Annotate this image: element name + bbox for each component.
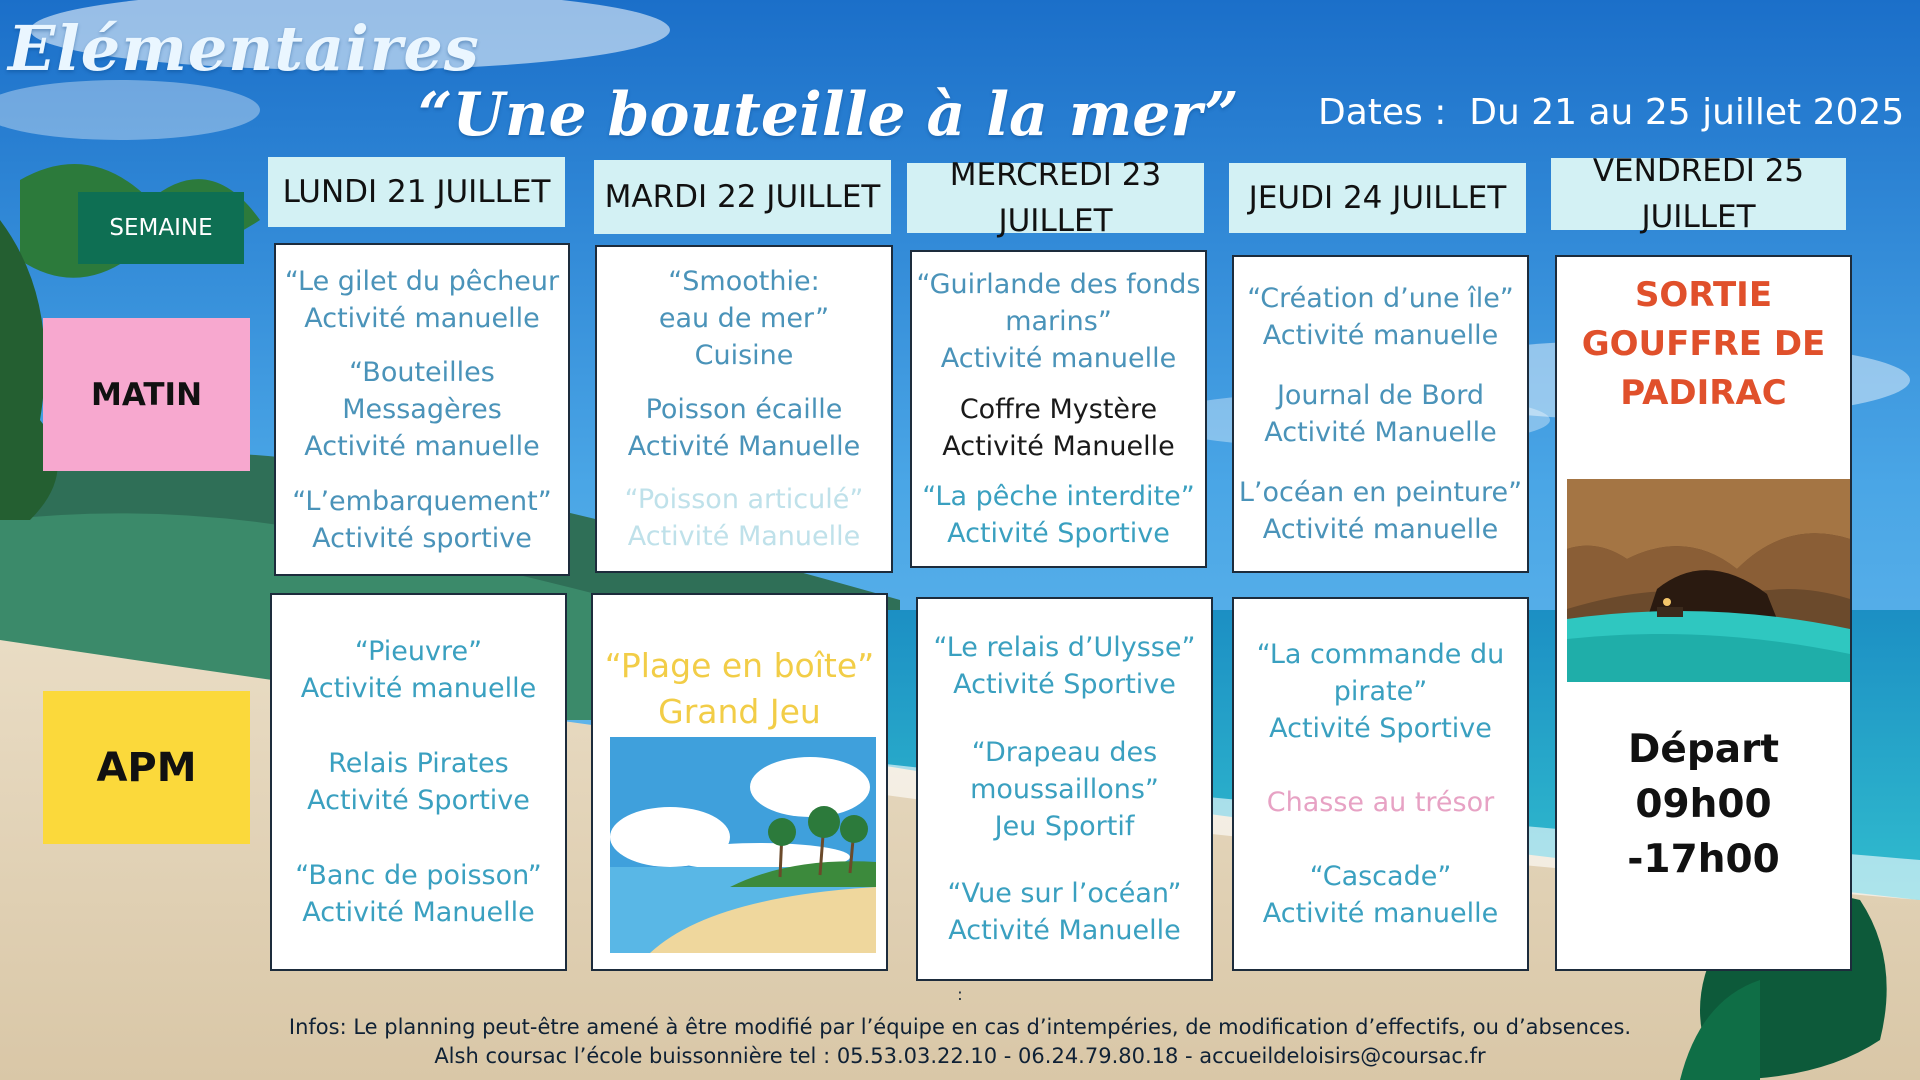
- activity-item: [922, 478, 1195, 552]
- activity-item: [947, 875, 1181, 949]
- activity-item: [301, 633, 537, 707]
- activity-item: [917, 266, 1201, 377]
- activity-type: Activité Manuelle: [302, 897, 535, 928]
- depart-line: 09h00: [1635, 782, 1772, 827]
- activity-type: Activité Manuelle: [942, 430, 1175, 462]
- activity-title: “Pieuvre”: [354, 636, 483, 667]
- activity-type: Activité Sportive: [307, 785, 530, 816]
- activity-item: [295, 857, 542, 931]
- sortie-line: SORTIE: [1634, 275, 1773, 315]
- activity-title: Poisson écaille: [645, 393, 843, 425]
- activity-title: “Création d’une île”: [1247, 283, 1514, 314]
- activity-item: [292, 483, 551, 557]
- mardi-apm-card: [591, 593, 888, 971]
- activity-item: [625, 481, 864, 555]
- activity-type: Activité Manuelle: [1264, 417, 1497, 448]
- jeudi-apm-card: [1232, 597, 1529, 971]
- activity-title: L’océan en peinture”: [1238, 477, 1523, 508]
- row-label-matin: MATIN: [43, 318, 250, 471]
- activity-title: “Plage en boîte”: [604, 646, 875, 685]
- activity-type: Activité manuelle: [1262, 514, 1499, 545]
- vendredi-sortie-card: [1555, 255, 1852, 971]
- day-header-vendredi: VENDREDI 25 JUILLET: [1551, 158, 1846, 230]
- activity-title: “Smoothie:: [668, 266, 820, 298]
- activity-item: [285, 263, 559, 337]
- row-label-apm: APM: [43, 691, 250, 844]
- activity-title: Chasse au trésor: [1266, 787, 1495, 818]
- activity-title: “Le gilet du pêcheur: [284, 265, 560, 297]
- activity-title: Coffre Mystère: [959, 393, 1158, 425]
- activity-item: [1267, 784, 1494, 821]
- activity-type: Activité manuelle: [304, 431, 540, 462]
- page-subtitle: “Une bouteille à la mer”: [418, 80, 1239, 150]
- activity-item: [934, 629, 1196, 703]
- dates-value: Du 21 au 25 juillet 2025: [1469, 92, 1905, 133]
- activity-type: Activité Manuelle: [627, 430, 861, 462]
- activity-title: “La pêche interdite”: [922, 481, 1195, 513]
- activity-item: [307, 745, 530, 819]
- activity-title: “Poisson articulé”: [624, 483, 864, 515]
- activity-type: Activité Sportive: [953, 669, 1176, 701]
- activity-type: Activité Sportive: [1269, 713, 1492, 744]
- activity-item: [1239, 474, 1522, 548]
- activity-type: Activité sportive: [312, 522, 532, 554]
- page-title: Elémentaires: [8, 12, 480, 85]
- dates-line: [1318, 92, 1904, 133]
- day-header-lundi: LUNDI 21 JUILLET: [268, 157, 565, 227]
- activity-type: Cuisine: [694, 340, 794, 372]
- row-label-semaine: SEMAINE: [78, 192, 244, 264]
- day-header-mercredi: MERCREDI 23 JUILLET: [907, 163, 1204, 233]
- activity-title: Relais Pirates: [328, 748, 509, 779]
- activity-type: Activité manuelle: [940, 342, 1177, 374]
- activity-item: [1264, 377, 1496, 451]
- activity-item: [628, 391, 860, 465]
- activity-type: Activité manuelle: [304, 302, 540, 334]
- sortie-line: PADIRAC: [1620, 373, 1787, 413]
- jeudi-matin-card: [1232, 255, 1529, 573]
- activity-type: Activité manuelle: [300, 673, 537, 704]
- activity-title: pirate”: [1333, 676, 1428, 707]
- lundi-apm-card: [270, 593, 567, 971]
- footer-dot: :: [957, 985, 963, 1004]
- mercredi-matin-card: [910, 250, 1207, 568]
- activity-title: “Banc de poisson”: [295, 860, 542, 891]
- activity-title: moussaillons”: [970, 773, 1159, 805]
- activity-item: [942, 391, 1174, 465]
- day-header-mardi: MARDI 22 JUILLET: [594, 160, 891, 234]
- activity-type: Activité Manuelle: [627, 520, 861, 552]
- activity-title: “Bouteilles Messagères: [342, 357, 502, 425]
- activity-title: “Vue sur l’océan”: [947, 877, 1182, 909]
- footer-infos: Infos: Le planning peut-être amené à être modifié par l’équipe en cas d’intempéries, de modification d’effectifs, ou d’absences.: [288, 1015, 1632, 1039]
- activity-type: Activité manuelle: [1262, 898, 1499, 929]
- beach-illustration: [610, 737, 876, 953]
- activity-title: marins”: [1005, 305, 1112, 337]
- activity-title: “Guirlande des fonds: [916, 268, 1201, 300]
- lundi-matin-card: [274, 243, 570, 576]
- activity-title: “Cascade”: [1309, 861, 1452, 892]
- activity-type: Activité manuelle: [1262, 320, 1499, 351]
- activity-item: [1247, 280, 1514, 354]
- activity-title: “Le relais d’Ulysse”: [933, 632, 1196, 664]
- footer-contact: Alsh coursac l’école buissonnière tel : 05.53.03.22.10 - 06.24.79.80.18 - accueildeloisirs@coursac.fr: [434, 1044, 1486, 1068]
- activity-type: Grand Jeu: [658, 692, 821, 731]
- depart-info: [1557, 722, 1850, 887]
- activity-item: [659, 263, 829, 374]
- activity-item: [1257, 636, 1505, 747]
- activity-title: “La commande du: [1256, 639, 1505, 670]
- depart-line: Départ: [1628, 727, 1779, 772]
- dates-label: Dates :: [1318, 92, 1447, 133]
- activity-title: eau de mer”: [658, 303, 830, 335]
- mardi-matin-card: [595, 245, 893, 573]
- gouffre-padirac-photo: [1567, 479, 1850, 682]
- activity-item: [593, 643, 886, 735]
- sortie-title: [1557, 271, 1850, 418]
- mercredi-apm-card: [916, 597, 1213, 981]
- activity-title: “L’embarquement”: [292, 485, 552, 517]
- sortie-line: GOUFFRE DE: [1581, 324, 1826, 364]
- activity-title: “Drapeau des: [971, 736, 1158, 768]
- activity-item: [276, 354, 568, 465]
- activity-title: Journal de Bord: [1276, 380, 1485, 411]
- activity-item: [970, 734, 1159, 845]
- activity-item: [1263, 858, 1499, 932]
- activity-type: Activité Sportive: [947, 518, 1170, 550]
- activity-type: Activité Manuelle: [948, 914, 1181, 946]
- activity-type: Jeu Sportif: [994, 810, 1135, 842]
- depart-line: -17h00: [1627, 837, 1780, 882]
- day-header-jeudi: JEUDI 24 JUILLET: [1229, 163, 1526, 233]
